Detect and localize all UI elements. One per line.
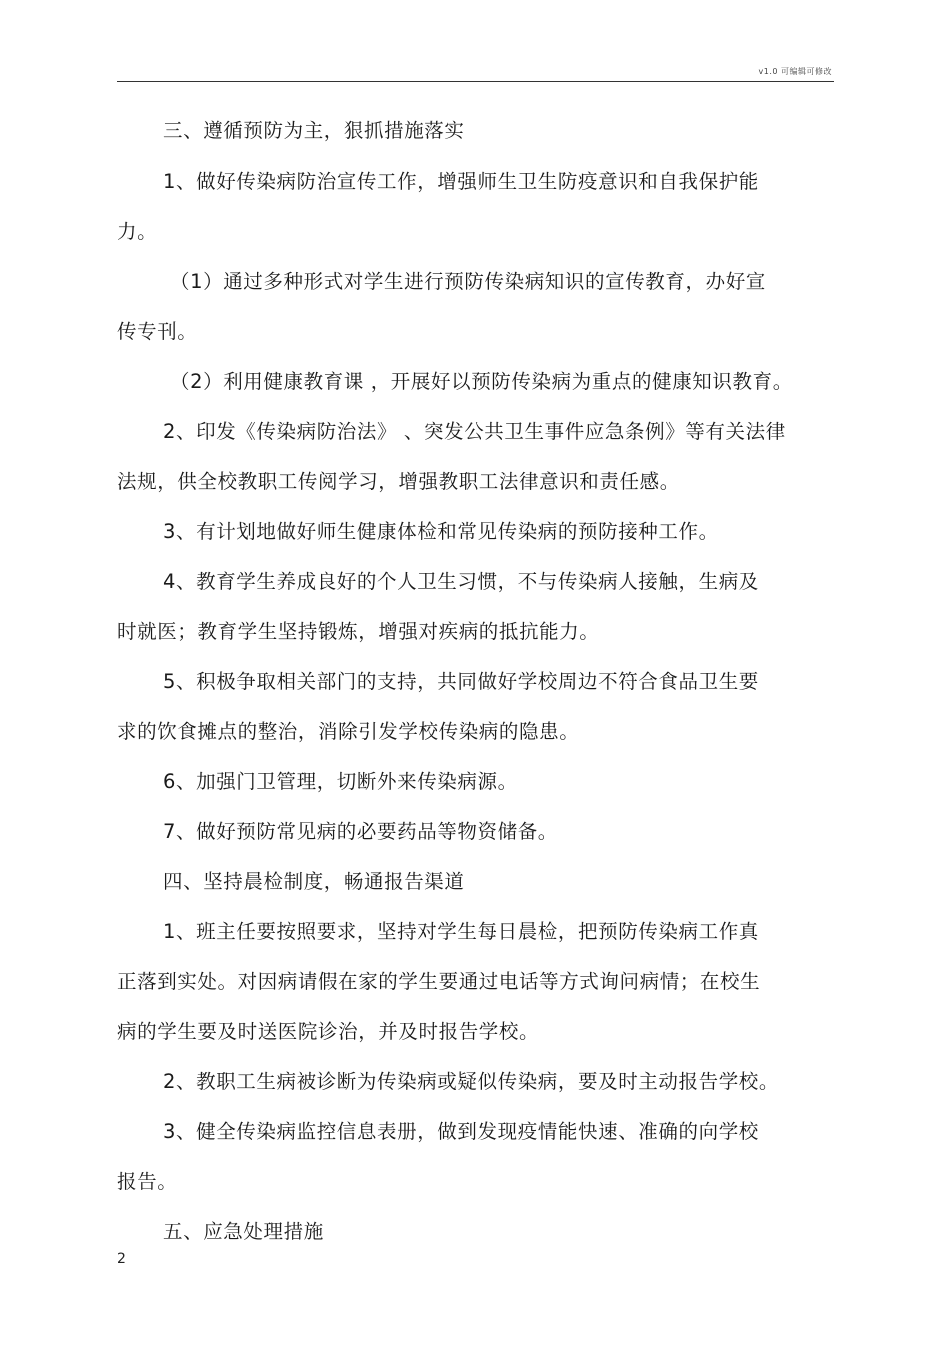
paragraph-line: 4、教育学生养成良好的个人卫生习惯，不与传染病人接触，生病及	[163, 570, 759, 593]
paragraph-line: 法规，供全校教职工传阅学习，增强教职工法律意识和责任感。	[117, 470, 680, 493]
section-heading-5: 五、应急处理措施	[163, 1220, 324, 1243]
paragraph-line: （1）通过多种形式对学生进行预防传染病知识的宣传教育，办好宣	[170, 270, 766, 293]
paragraph-line: 正落到实处。对因病请假在家的学生要通过电话等方式询问病情；在校生	[117, 970, 761, 993]
paragraph-line: 3、有计划地做好师生健康体检和常见传染病的预防接种工作。	[163, 520, 719, 543]
paragraph-line: 报告。	[117, 1170, 178, 1193]
paragraph-line: 1、做好传染病防治宣传工作，增强师生卫生防疫意识和自我保护能	[163, 170, 759, 193]
paragraph-line: 求的饮食摊点的整治，消除引发学校传染病的隐患。	[117, 720, 580, 743]
header-version-label: v1.0 可编辑可修改	[758, 67, 832, 76]
paragraph-line: 传专刊。	[117, 320, 198, 343]
paragraph-line: 1、班主任要按照要求，坚持对学生每日晨检，把预防传染病工作真	[163, 920, 759, 943]
paragraph-line: （2）利用健康教育课 ，开展好以预防传染病为重点的健康知识教育。	[170, 370, 793, 393]
paragraph-line: 7、做好预防常见病的必要药品等物资储备。	[163, 820, 558, 843]
paragraph-line: 力。	[117, 220, 158, 243]
paragraph-line: 病的学生要及时送医院诊治，并及时报告学校。	[117, 1020, 540, 1043]
page-number: 2	[117, 1251, 126, 1267]
section-heading-4: 四、坚持晨检制度，畅通报告渠道	[163, 870, 465, 893]
header-rule	[117, 81, 834, 82]
paragraph-line: 2、印发《传染病防治法》 、突发公共卫生事件应急条例》等有关法律	[163, 420, 786, 443]
paragraph-line: 5、积极争取相关部门的支持，共同做好学校周边不符合食品卫生要	[163, 670, 759, 693]
paragraph-line: 时就医；教育学生坚持锻炼，增强对疾病的抵抗能力。	[117, 620, 600, 643]
paragraph-line: 2、教职工生病被诊断为传染病或疑似传染病，要及时主动报告学校。	[163, 1070, 780, 1093]
paragraph-line: 6、加强门卫管理，切断外来传染病源。	[163, 770, 518, 793]
paragraph-line: 3、健全传染病监控信息表册，做到发现疫情能快速、准确的向学校	[163, 1120, 759, 1143]
section-heading-3: 三、遵循预防为主，狠抓措施落实	[163, 119, 465, 142]
